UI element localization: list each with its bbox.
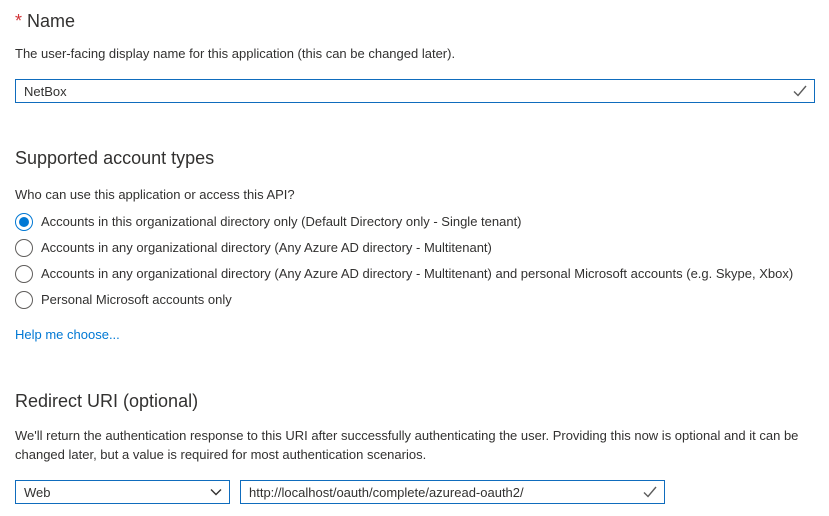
name-input[interactable] — [16, 80, 814, 102]
redirect-uri-description: We'll return the authentication response to this URI after successfully authenticating the user. Providing this now is optional and it can be changed later, but a value is required for most authentication scenarios. — [15, 428, 799, 462]
account-types-radio-group — [15, 213, 815, 309]
redirect-uri-title: Redirect URI (optional) — [15, 391, 199, 411]
name-section-title — [15, 10, 815, 32]
required-asterisk: * — [15, 11, 23, 31]
radio-label-personal-only: Personal Microsoft accounts only — [41, 292, 232, 307]
radio-single-tenant[interactable] — [15, 213, 815, 231]
account-types-title: Supported account types — [15, 148, 215, 168]
name-section — [15, 10, 815, 103]
radio-unselected-icon — [15, 265, 33, 283]
redirect-uri-section — [15, 390, 815, 504]
name-title-text: Name — [27, 11, 76, 31]
redirect-uri-input[interactable] — [241, 481, 664, 503]
radio-label-multitenant-personal: Accounts in any organizational directory (Any Azure AD directory - Multitenant) and personal Microsoft accounts (e.g. Skype, Xbox) — [41, 266, 794, 281]
radio-personal-only[interactable] — [15, 291, 815, 309]
redirect-uri-input-wrap — [240, 480, 665, 504]
radio-multitenant-personal[interactable] — [15, 265, 815, 283]
platform-select-value: Web — [24, 484, 51, 500]
help-me-choose-link[interactable]: Help me choose... — [15, 327, 120, 342]
help-link-row — [15, 327, 815, 342]
name-input-wrap — [15, 79, 815, 103]
radio-unselected-icon — [15, 239, 33, 257]
radio-selected-icon — [15, 213, 33, 231]
platform-select[interactable] — [15, 480, 230, 504]
radio-unselected-icon — [15, 291, 33, 309]
account-types-question: Who can use this application or access this API? — [15, 187, 295, 202]
chevron-down-icon — [210, 488, 222, 496]
name-description: The user-facing display name for this application (this can be changed later). — [15, 46, 456, 61]
supported-account-types-section — [15, 147, 815, 342]
radio-label-multitenant: Accounts in any organizational directory (Any Azure AD directory - Multitenant) — [41, 240, 492, 255]
radio-multitenant[interactable] — [15, 239, 815, 257]
radio-label-single-tenant: Accounts in this organizational directory only (Default Directory only - Single tenant) — [41, 214, 522, 229]
redirect-uri-row — [15, 480, 815, 504]
